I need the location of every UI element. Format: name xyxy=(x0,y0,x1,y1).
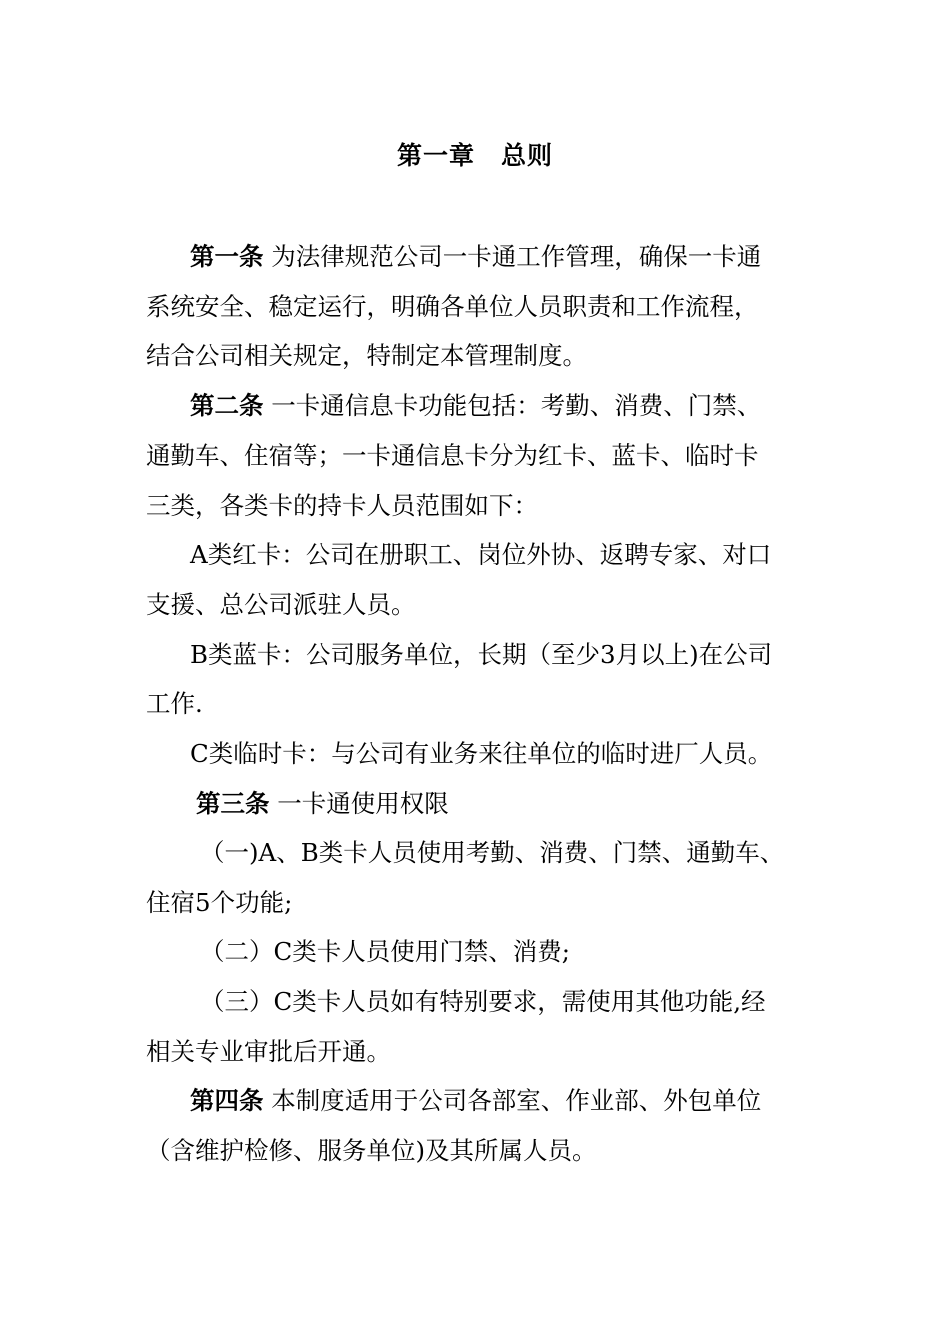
text-line xyxy=(190,640,772,670)
text-line xyxy=(146,441,759,471)
text-line xyxy=(190,242,761,272)
line-text: 一卡通使用权限 xyxy=(269,789,449,818)
line-text: B类蓝卡：公司服务单位，长期（至少3月以上)在公司 xyxy=(190,640,773,669)
line-text: （一)A、B类卡人员使用考勤、消费、门禁、通勤车、 xyxy=(200,838,785,867)
text-line xyxy=(190,739,772,769)
article-number: 第四条 xyxy=(190,1086,264,1115)
line-text: 结合公司相关规定，特制定本管理制度。 xyxy=(146,341,587,370)
text-line xyxy=(146,689,203,719)
text-line xyxy=(146,1037,391,1067)
line-text: 通勤车、住宿等；一卡通信息卡分为红卡、蓝卡、临时卡 xyxy=(146,441,759,470)
text-line xyxy=(200,937,570,967)
text-line xyxy=(146,341,587,371)
line-text: 三类，各类卡的持卡人员范围如下： xyxy=(146,491,538,520)
line-text: （含维护检修、服务单位)及其所属人员。 xyxy=(146,1136,597,1165)
line-text: C类临时卡：与公司有业务来往单位的临时进厂人员。 xyxy=(190,739,773,768)
article-number: 第二条 xyxy=(190,391,264,420)
text-line xyxy=(196,789,449,819)
text-line xyxy=(190,1086,761,1116)
line-text: 本制度适用于公司各部室、作业部、外包单位 xyxy=(263,1086,762,1115)
line-text: 住宿5个功能; xyxy=(146,888,293,917)
line-text: 支援、总公司派驻人员。 xyxy=(146,590,416,619)
line-text: 系统安全、稳定运行，明确各单位人员职责和工作流程， xyxy=(146,292,759,321)
text-line xyxy=(146,292,759,322)
line-text: （三）C类卡人员如有特别要求，需使用其他功能,经 xyxy=(200,987,766,1016)
text-line xyxy=(146,491,538,521)
text-line xyxy=(200,987,766,1017)
line-text: 工作. xyxy=(146,689,203,718)
text-line xyxy=(146,1136,597,1166)
text-line xyxy=(190,540,771,570)
article-number: 第三条 xyxy=(196,789,270,818)
line-text: 为法律规范公司一卡通工作管理，确保一卡通 xyxy=(263,242,762,271)
article-number: 第一条 xyxy=(190,242,264,271)
chapter-title: 第一章 总则 xyxy=(396,141,553,170)
text-line xyxy=(146,590,416,620)
text-line xyxy=(146,888,292,918)
line-text: 相关专业审批后开通。 xyxy=(146,1037,391,1066)
line-text: （二）C类卡人员使用门禁、消费; xyxy=(200,937,570,966)
line-text: A类红卡：公司在册职工、岗位外协、返聘专家、对口 xyxy=(190,540,772,569)
text-line xyxy=(200,838,784,868)
line-text: 一卡通信息卡功能包括：考勤、消费、门禁、 xyxy=(263,391,762,420)
text-line xyxy=(190,391,761,421)
